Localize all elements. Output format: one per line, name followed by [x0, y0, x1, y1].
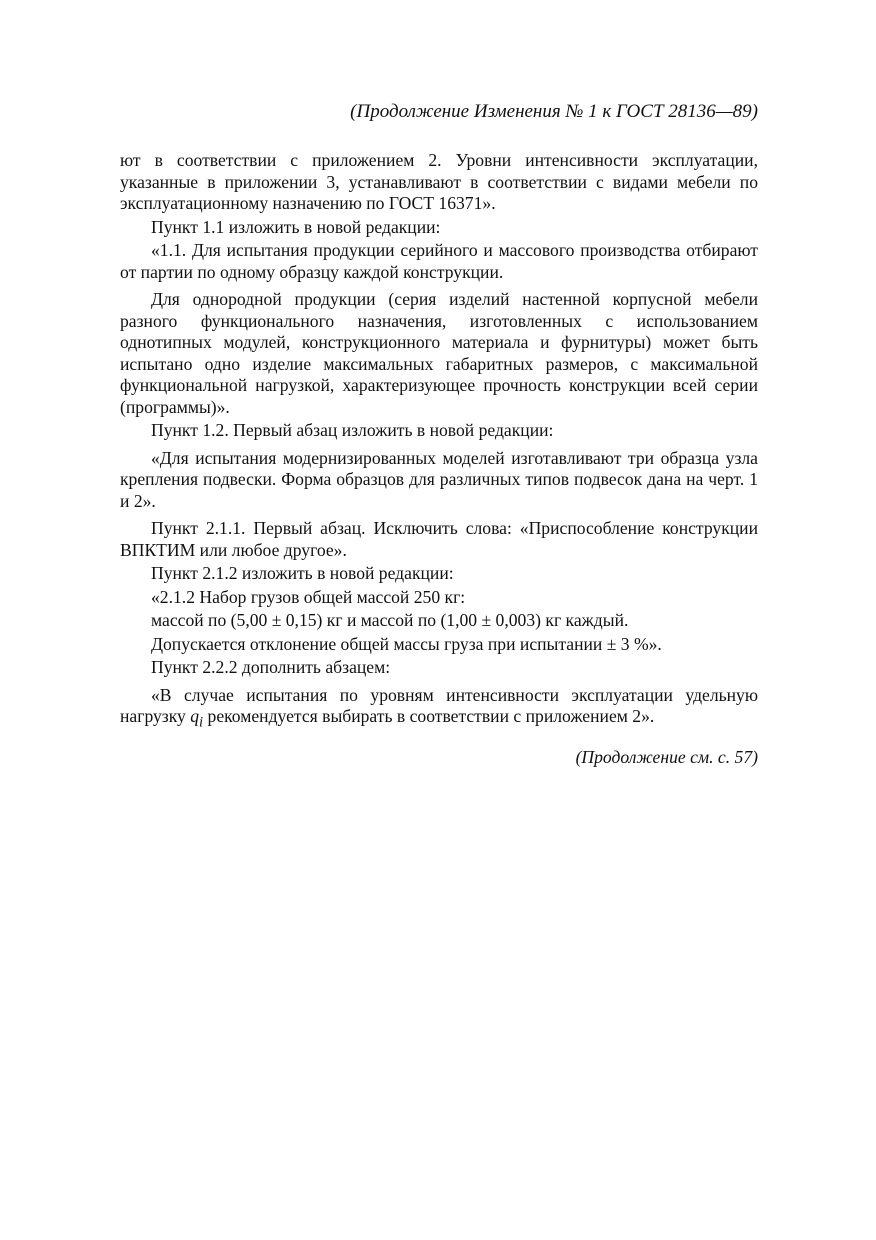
paragraph-homogeneous-products: Для однородной продукции (серия изделий настенной корпусной мебели разного функционального назначения, изготовленных с использованием однотипных модулей, конструкционного материала и фурнитуры) может быть испытано одно изделие максимальных габаритных размеров, с максимальной функциональной нагрузкой, характеризующее прочность конструкции всей серии (программы)».: [120, 289, 758, 417]
paragraph-item-2-1-2-text: «2.1.2 Набор грузов общей массой 250 кг:: [151, 586, 466, 607]
paragraph-item-2-2-2-start: «В случае испытания по уровням интенсивности эксплуатации удельную нагрузку: [120, 684, 758, 726]
paragraph-item-2-1-2-heading: Пункт 2.1.2 изложить в новой редакции:: [151, 563, 454, 583]
document-page: [120, 100, 758, 768]
paragraph-item-1-1-text: «1.1. Для испытания продукции серийного и массового производства отбирают от партии по одному образцу каждой конструкции.: [120, 240, 758, 282]
paragraph-continued-text: ют в соответствии с приложением 2. Уровни интенсивности эксплуатации, указанные в приложении 3, устанавливают в соответствии с видами мебели по эксплуатационному назначению по ГОСТ 16371».: [120, 150, 758, 213]
load-variable-subscript: i: [199, 714, 204, 731]
document-body: [120, 150, 758, 734]
page-footer: (Продолжение см. с. 57): [575, 747, 758, 768]
paragraph-item-1-1-heading: Пункт 1.1 изложить в новой редакции:: [151, 216, 441, 237]
paragraph-item-2-2-2-heading: Пункт 2.2.2 дополнить абзацем:: [151, 657, 391, 677]
paragraph-weight-values: массой по (5,00 ± 0,15) кг и массой по (1,00 ± 0,003) кг каждый.: [151, 610, 629, 630]
paragraph-item-1-2-heading: Пункт 1.2. Первый абзац изложить в новой редакции:: [151, 420, 554, 440]
load-variable: q: [190, 706, 200, 726]
paragraph-item-2-1-1: Пункт 2.1.1. Первый абзац. Исключить слова: «Приспособление конструкции ВПКТИМ или любое другое».: [120, 518, 758, 560]
page-header: (Продолжение Изменения № 1 к ГОСТ 28136—89): [350, 101, 758, 122]
paragraph-item-2-2-2-text: [120, 685, 758, 735]
paragraph-item-2-2-2-end: рекомендуется выбирать в соответствии с приложением 2».: [203, 706, 655, 726]
paragraph-item-1-2-text: «Для испытания модернизированных моделей изготавливают три образца узла крепления подвески. Форма образцов для различных типов подвесок дана на черт. 1 и 2».: [120, 447, 758, 511]
paragraph-weight-tolerance: Допускается отклонение общей массы груза при испытании ± 3 %».: [151, 633, 662, 654]
